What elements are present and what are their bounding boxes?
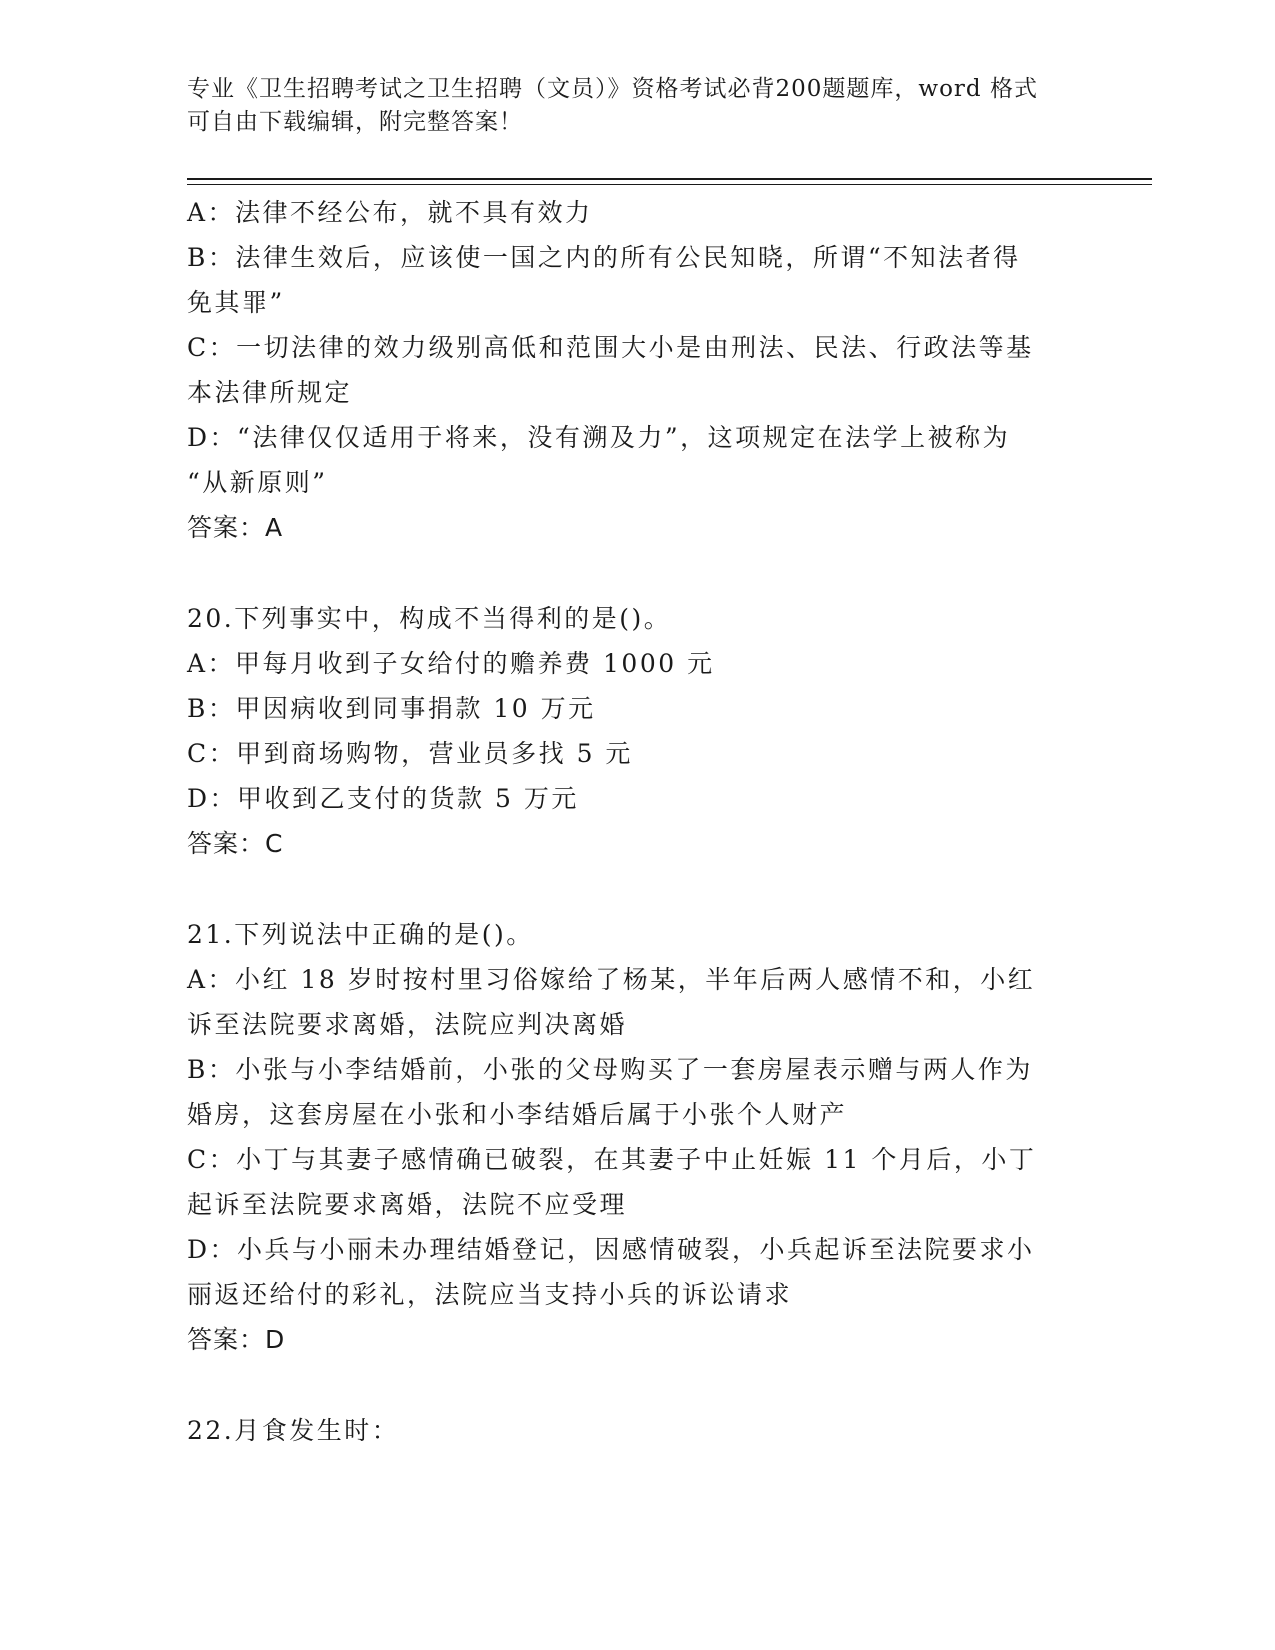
question-stem: 21.下列说法中正确的是()。 bbox=[187, 920, 534, 949]
answer: 答案：D bbox=[187, 1325, 286, 1354]
option-d: D：“法律仅仅适用于将来，没有溯及力”，这项规定在法学上被称为 bbox=[187, 423, 1011, 452]
option-c-cont: 起诉至法院要求离婚，法院不应受理 bbox=[187, 1190, 628, 1219]
header-divider-thick bbox=[187, 178, 1152, 180]
option-c: C：甲到商场购物，营业员多找 5 元 bbox=[187, 739, 633, 768]
option-c: C：一切法律的效力级别高低和范围大小是由刑法、民法、行政法等基 bbox=[187, 333, 1034, 362]
option-a-cont: 诉至法院要求离婚，法院应判决离婚 bbox=[187, 1010, 628, 1039]
option-b-cont: 婚房，这套房屋在小张和小李结婚后属于小张个人财产 bbox=[187, 1100, 848, 1129]
option-d-cont: 丽返还给付的彩礼，法院应当支持小兵的诉讼请求 bbox=[187, 1280, 793, 1309]
question-21 bbox=[187, 912, 1077, 1362]
option-c-cont: 本法律所规定 bbox=[187, 378, 353, 407]
answer: 答案：A bbox=[187, 513, 284, 542]
spacer bbox=[187, 1362, 1077, 1408]
option-a: A：法律不经公布，就不具有效力 bbox=[187, 198, 593, 227]
option-d-cont: “从新原则” bbox=[187, 468, 328, 497]
option-b: B：甲因病收到同事捐款 10 万元 bbox=[187, 694, 596, 723]
answer: 答案：C bbox=[187, 829, 284, 858]
option-a: A：小红 18 岁时按村里习俗嫁给了杨某，半年后两人感情不和，小红 bbox=[187, 965, 1036, 994]
question-stem: 22.月食发生时： bbox=[187, 1416, 400, 1445]
spacer bbox=[187, 550, 1077, 596]
option-d: D：小兵与小丽未办理结婚登记，因感情破裂，小兵起诉至法院要求小 bbox=[187, 1235, 1035, 1264]
option-d: D：甲收到乙支付的货款 5 万元 bbox=[187, 784, 579, 813]
document-header bbox=[187, 73, 1067, 139]
question-22 bbox=[187, 1408, 1077, 1453]
question-19 bbox=[187, 190, 1077, 550]
question-stem: 20.下列事实中，构成不当得利的是()。 bbox=[187, 604, 672, 633]
question-list bbox=[187, 190, 1077, 1453]
option-c: C：小丁与其妻子感情确已破裂，在其妻子中止妊娠 11 个月后，小丁 bbox=[187, 1145, 1037, 1174]
header-divider-thin bbox=[187, 184, 1152, 185]
option-b: B：法律生效后，应该使一国之内的所有公民知晓，所谓“不知法者得 bbox=[187, 243, 1021, 272]
option-b-cont: 免其罪” bbox=[187, 288, 285, 317]
question-20 bbox=[187, 596, 1077, 866]
header-line-1: 专业《卫生招聘考试之卫生招聘（文员）》资格考试必背200题题库，word 格式 bbox=[187, 76, 1038, 102]
option-a: A：甲每月收到子女给付的赡养费 1000 元 bbox=[187, 649, 715, 678]
header-line-2: 可自由下载编辑，附完整答案！ bbox=[187, 109, 523, 135]
spacer bbox=[187, 866, 1077, 912]
option-b: B：小张与小李结婚前，小张的父母购买了一套房屋表示赠与两人作为 bbox=[187, 1055, 1033, 1084]
